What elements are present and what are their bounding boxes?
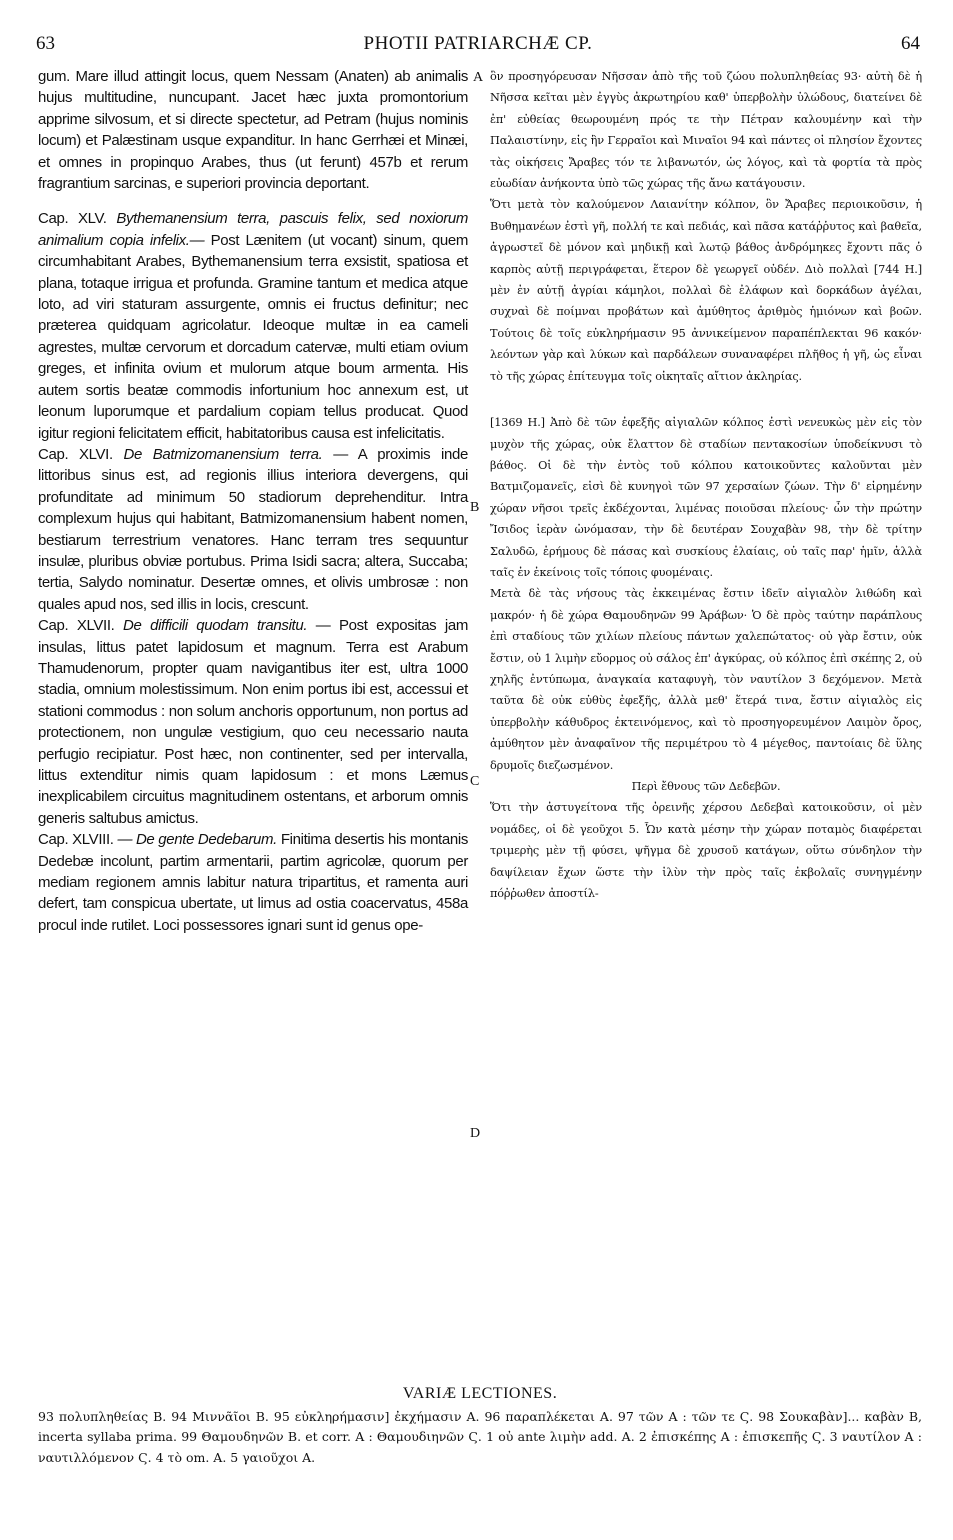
page-number-left: 63	[36, 33, 55, 54]
greek-paragraph: [1369 H.] Ἀπὸ δὲ τῶν ἐφεξῆς αἰγιαλῶν κόλπος ἐστὶ νενευκὼς μὲν εἰς τὸν μυχὸν τῆς χώρας, οὐκ ἔλαττον δὲ σταδίων πεντακοσίων ὑποδείκνυσι τὸ βάθος. Οἱ δὲ τὴν ἐντὸς τοῦ κόλπου κατοικοῦντες καλοῦνται μὲν Βατμιζομανεῖς, εἰσὶ δὲ κυνηγοὶ τῶν 97 χερσαίων ζώων. Τὴν δ' εἰρημένην χώραν νῆσοι τρεῖς ἐκδέχονται, λιμένας ποιοῦσαι πλείους· ὧν τὴν πρώτην Ἴσιδος ἱερὰν ὠνόμασαν, τὴν δὲ δευτέραν Σουχαβὰν 98, τὴν δὲ τρίτην Σαλυδῶ, ἐρήμους δὲ πάσας καὶ συσκίους ἐλαίαις, οὐ ταῖς παρ' ἡμῖν, ἀλλὰ ταῖς ἐν ἐκείνοις τοῖς τόποις φυομέναις.	[490, 416, 922, 579]
running-header	[36, 33, 920, 59]
chapter-47	[38, 615, 468, 829]
greek-paragraph: Ὅτι μετὰ τὸν καλούμενον Λαιανίτην κόλπον, ὃν Ἄραβες περιοικοῦσιν, ἡ Βυθημανέων ἐστὶ γῆ, πολλή τε καὶ πεδιάς, καὶ πᾶσα κατάῤῥυτος καὶ βαθεῖα, ἀγρωστεῖ δὲ μόνον καὶ μηδικῇ καὶ λωτῷ βάθος ἀνδρόμηκες ἔχοντι πᾶς ὁ καρπὸς αὐτῇ περιγράφεται, ἕτερον δὲ γεωργεῖ οὐδέν. Διὸ πολλαὶ [744 H.] μὲν ἐν αὐτῇ ἀγρίαι κάμηλοι, πολλαὶ δὲ ἐλάφων καὶ δορκάδων ἀγέλαι, συχναὶ δὲ ποίμναι προβάτων καὶ ἀμύθητος ἀριθμὸς ἡμιόνων καὶ βοῶν. Τούτοις δὲ τοῖς εὐκληρήμασιν 95 ἀννικείμενον παραπέπλεκται 96 κακόν· λεόντων γὰρ καὶ λύκων καὶ παρδάλεων συναναφέρει πλῆθος ἡ γῆ, ὡς εἶναι τὸ τῆς χώρας ἐπίτευγμα τοῖς οἰκηταῖς αἴτιον ἀκληρίας.	[490, 198, 922, 383]
latin-paragraph: gum. Mare illud attingit locus, quem Nessam (Anaten) ab animalis hujus multitudine, nuncupant. Jacet hæc juxta promontorium apprime silvosum, et si directe spectetur, ad Petram (hujus nominis locum) et Palæstinam usque expanditur. In hanc Gerrhæi et Minæi, et omnes in propinquo Arabes, thus (ut ferunt) 457b et rerum fragrantium sarcinas, e superiori provincia deportant.	[38, 68, 468, 193]
variae-lectiones	[38, 1384, 922, 1468]
margin-marker-a: A	[473, 70, 484, 85]
chapter-text: — A proximis inde littoribus sinus est, ad regionis illius interiora devergens, qui profunditate ad minimum 50 stadiorum deprehenditur. Intra complexum hujus qui habitant, Batmizomanensium habent nomen, bestiarum terrestrium venatores. Hanc terram tres sequuntur insulæ, pluribus obviæ portubus. Prima Isidi sacra; altera, Succaba; tertia, Salydo nominatur. Desertæ omnes, et olivis umbrosæ : non quales apud nos, sed illis in locis, crescunt.	[38, 445, 468, 613]
chapter-48	[38, 829, 468, 936]
greek-column	[490, 66, 922, 904]
chapter-number: Cap. XLV.	[38, 210, 107, 228]
latin-column	[38, 66, 468, 936]
chapter-number: Cap. XLVI.	[38, 445, 113, 463]
chapter-number: Cap. XLVII.	[38, 617, 115, 635]
page-number-right: 64	[901, 33, 920, 54]
chapter-title: Bythemanensium terra, pascuis felix, sed noxiorum animalium copia infelix.—	[38, 210, 469, 249]
greek-paragraph: Μετὰ δὲ τὰς νήσους τὰς ἐκκειμένας ἔστιν ἰδεῖν αἰγιαλὸν λιθώδη καὶ μακρόν· ἡ δὲ χώρα Θαμουδηνῶν 99 Ἀράβων· Ὁ δὲ πρὸς ταύτην παράπλους ἐπὶ σταδίους τῶν χιλίων πλείους πάντων χαλεπώτατος· οὐ γὰρ ἔστιν, οὐκ ἔστιν, οὐ 1 λιμὴν εὔορμος οὐ σάλος ἐπ' ἀγκύρας, οὐ κόλπος ἐπὶ σκέπης 2, οὐ χηλῆς ἐντύπωμα, ἀναγκαία καταφυγὴ, τὸν ναυτίλον 3 δεχόμενον. Μετὰ ταῦτα δὲ οὐκ εὐθὺς ἐφεξῆς, ἀλλὰ μεθ' ἕτερά τινα, ἔστιν αἰγιαλὸς εἰς ὑπερβολὴν κάθυδρος ἐκτεινόμενος, καὶ τὸ προσηγορευμένον Λαιμὸν ὄρος, ἀμύθητον μὲν ἀναφαῖνον τῆς περιμέτρου τὸ 4 μέγεθος, παντοίαις δὲ ὕλης δρυμοῖς διεζωσμένον.	[490, 587, 922, 772]
lectiones-title: VARIÆ LECTIONES.	[402, 1385, 558, 1402]
chapter-title: De difficili quodam transitu.	[123, 617, 308, 635]
greek-paragraph: ὃν προσηγόρευσαν Νῆσσαν ἀπὸ τῆς τοῦ ζώου πολυπληθείας 93· αὐτὴ δὲ ἡ Νῆσσα κεῖται μὲν ἐγγὺς ἀκρωτηρίου καθ' ὑπερβολὴν ὑλώδους, διατείνει δὲ ἐπ' εὐθείας θεωρουμένη πρός τε τὴν Πέτραν καλουμένην καὶ τὴν Παλαιστίνην, εἰς ἣν Γερραῖοι καὶ Μιναῖοι 94 καὶ πάντες οἱ πλησίον ἔχοντες τὰς οἰκήσεις Ἄραβες τόν τε λιβανωτόν, ὡς λόγος, καὶ τὰ φορτία τὰ πρὸς εὐωδίαν ἀνήκοντα ὑπὸ τῶς χώρας τῆς ἄνω κατάγουσιν.	[490, 70, 922, 191]
margin-marker-d: D	[470, 1126, 481, 1141]
greek-section-title: Περὶ ἔθνους τῶν Δεδεβῶν.	[631, 780, 781, 793]
margin-marker-b: B	[470, 500, 480, 515]
greek-paragraph: Ὅτι τὴν ἀστυγείτονα τῆς ὀρεινῆς χέρσου Δεδεβαὶ κατοικοῦσιν, οἱ μὲν νομάδες, οἱ δὲ γεοῦχοι 5. Ὧν κατὰ μέσην τὴν χώραν ποταμὸς διαφέρεται τριμερὴς μὲν τῇ φύσει, ψῆγμα δὲ χρυσοῦ κατάγων, οὕτω σύνδηλον τὴν δαψίλειαν ἔχων ὥστε τὴν ἰλὺν τὴν πρὸς ταῖς ἐκβολαῖς συνηγμένην πόῤῥωθεν ἀποστίλ-	[490, 801, 922, 901]
lectiones-text: 93 πολυπληθείας B. 94 Μιννᾶῖοι B. 95 εὐκληρήμασιν] ἐκχήμασιν A. 96 παραπλέκεται A. 97 τῶν A : τῶν τε Ϛ. 98 Σουκαβὰν]... καβὰν B, incerta syllaba prima. 99 Θαμουδηνῶν B. et corr. A : Θαμουδιηνῶν Ϛ. 1 οὐ ante λιμὴν add. A. 2 ἐπισκέπης A : ἐπισκεπῆς Ϛ. 3 ναυτίλον A : ναυτιλλόμενον Ϛ. 4 τὸ om. A. 5 γαιοῦχοι A.	[38, 1408, 922, 1465]
chapter-46	[38, 444, 468, 615]
chapter-text: Finitima desertis his montanis Dedebæ incolunt, partim armentarii, partim agricolæ, quorum per mediam regionem amnis labitur natura tripartitus, et ramenta auri defert, tam conspicua ubertate, ut limus ad ostia coacervatus, 458a procul inde rutilet. Loci possessores ignari sunt id genus ope-	[38, 831, 468, 934]
chapter-text: Post Lænitem (ut vocant) sinum, quem circumhabitant Arabes, Bythemanensium terra exsistit, spatiosa et plana, totaque irrigua et profunda. Gramine tantum et medica atque loto, ad viri staturam assurgente, omnis ei fructus definitur; nec præterea quidquam agricolatur. Ideoque multæ in ea cameli agrestes, multæ cervorum et dorcadum catervæ, multi etiam ovium greges, et infinita ovium et mulorum atque boum armenta. His autem sortis beatæ commodis infortunium hoc annexum est, ut leonum luporumque et pardalium copiam tellus producat. Quod igitur regioni felicitatem efficit, habitatoribus causa est infelicitatis.	[38, 231, 468, 442]
chapter-45	[38, 208, 468, 443]
chapter-text: — Post expositas jam insulas, littus patet lapidosum et magnum. Terra est Arabum Thamudenorum, propter quam navigantibus iter est, ultra 1000 stadia, omnium molestissimum. Non enim portus ibi est, accessui et stationi commodus : non solum anchoris opportunum, non portus ad protectionem, non ungulæ vestigium, quo ceu necessario nauta perfugio recipiatur. Post hæc, non continenter, sed per intervalla, littus extenditur nimis quam lapidosum : et mons Læmus inexplicabilem circuitus magnitudinem ostentans, et arborum omnis generis saltubus amictus.	[38, 617, 469, 827]
spacer	[490, 387, 922, 412]
chapter-title: De Batmizomanensium terra.	[123, 445, 323, 463]
chapter-title: — De gente Dedebarum.	[117, 831, 277, 849]
running-title: PHOTII PATRIARCHÆ CP.	[363, 33, 593, 54]
margin-marker-c: C	[470, 774, 480, 789]
chapter-number: Cap. XLVIII.	[38, 831, 114, 849]
